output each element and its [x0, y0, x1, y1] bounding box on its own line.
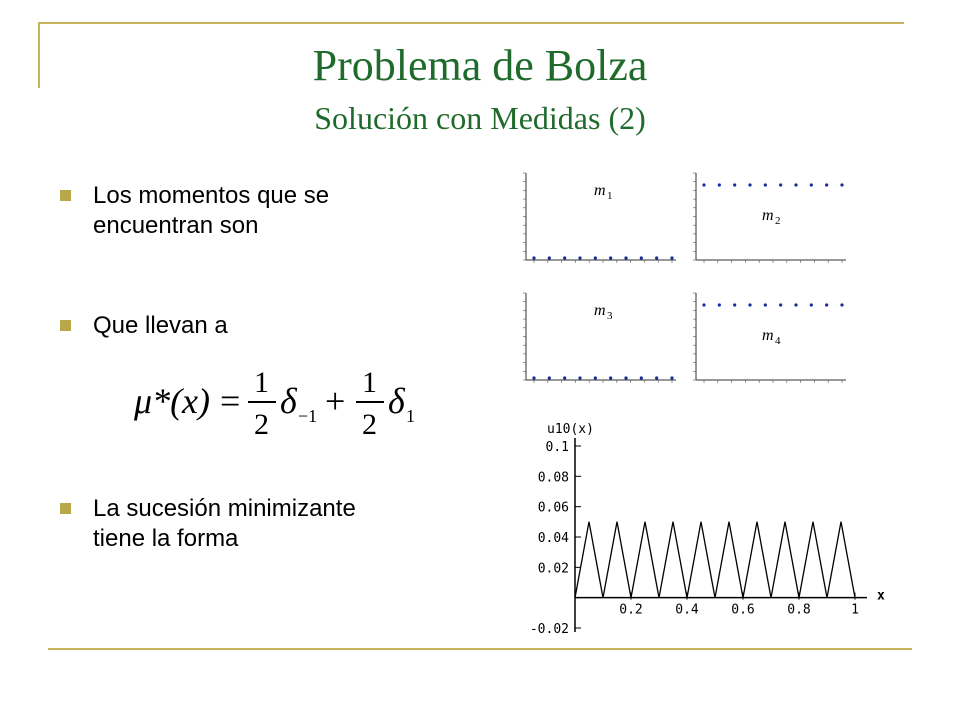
formula-frac2-num: 1	[362, 366, 377, 399]
frame-line-bottom	[48, 648, 912, 650]
moment-data-point	[794, 183, 797, 186]
chart-y-tick-label: 0.04	[537, 531, 569, 546]
moment-data-point	[563, 376, 566, 379]
moment-data-point	[825, 303, 828, 306]
moment-data-point	[840, 303, 843, 306]
moment-data-point	[640, 256, 643, 259]
formula-equals: =	[220, 381, 241, 421]
moment-data-point	[825, 183, 828, 186]
moment-data-point	[733, 303, 736, 306]
moment-label-index: 4	[775, 335, 781, 347]
moment-data-point	[670, 376, 673, 379]
moment-data-point	[733, 183, 736, 186]
bullet-text-line: Que llevan a	[93, 312, 228, 339]
moment-plot-m1	[512, 165, 682, 275]
bullet-square-icon	[60, 190, 71, 201]
moment-data-point	[718, 303, 721, 306]
moment-data-point	[779, 183, 782, 186]
measure-formula	[130, 360, 430, 450]
moment-label: m	[594, 182, 606, 199]
chart-y-tick-label: 0.08	[537, 470, 569, 486]
bullet-square-icon	[60, 320, 71, 331]
bullet-text-line: La sucesión minimizante	[93, 495, 356, 522]
moment-data-point	[624, 376, 627, 379]
moment-data-point	[702, 183, 705, 186]
moment-label-index: 3	[607, 310, 613, 322]
moment-data-point	[655, 256, 658, 259]
moment-data-point	[702, 303, 705, 306]
frame-line-top	[38, 22, 904, 24]
moment-plot-m4	[682, 285, 852, 395]
moment-data-point	[594, 376, 597, 379]
minimizing-sequence-chart	[512, 418, 892, 640]
moment-data-point	[764, 303, 767, 306]
moment-data-point	[640, 376, 643, 379]
chart-y-tick-label: 0.02	[537, 561, 569, 577]
moment-data-point	[810, 183, 813, 186]
moment-data-point	[794, 303, 797, 306]
formula-lhs: μ*(x)	[134, 381, 211, 421]
moment-data-point	[670, 256, 673, 259]
moment-label-index: 1	[607, 190, 613, 202]
moment-label: m	[762, 207, 774, 224]
formula-frac2-den: 2	[362, 408, 377, 441]
moment-label: m	[594, 302, 606, 319]
moment-data-point	[840, 183, 843, 186]
chart-title: u10(x)	[547, 422, 594, 437]
moment-data-point	[718, 183, 721, 186]
chart-x-tick-label: 0.8	[787, 602, 811, 618]
moment-data-point	[609, 256, 612, 259]
slide-subtitle: Solución con Medidas (2)	[314, 100, 646, 136]
moment-data-point	[532, 256, 535, 259]
chart-series-line	[575, 522, 855, 598]
moment-data-point	[532, 376, 535, 379]
chart-y-tick-label: 0.1	[545, 440, 569, 455]
moment-data-point	[748, 303, 751, 306]
chart-x-tick-label: 0.6	[731, 602, 755, 618]
moment-data-point	[578, 256, 581, 259]
moment-data-point	[764, 183, 767, 186]
bullet-text-line: tiene la forma	[93, 525, 239, 552]
moment-data-point	[548, 376, 551, 379]
chart-y-tick-label: -0.02	[529, 622, 569, 637]
chart-x-tick-label: 1	[851, 602, 859, 618]
moment-data-point	[578, 376, 581, 379]
chart-x-tick-label: 0.2	[619, 602, 643, 618]
moment-data-point	[594, 256, 597, 259]
formula-delta-2: δ	[388, 381, 405, 421]
moment-data-point	[563, 256, 566, 259]
formula-delta-1-sub: −1	[298, 406, 318, 426]
moment-plot-m2	[682, 165, 852, 275]
formula-delta-2-sub: 1	[406, 406, 415, 426]
formula-delta-1: δ	[280, 381, 297, 421]
chart-x-tick-label: 0.4	[675, 602, 699, 618]
moment-data-point	[748, 183, 751, 186]
moment-data-point	[779, 303, 782, 306]
chart-y-tick-label: 0.06	[537, 500, 569, 516]
chart-x-axis-label: x	[877, 588, 885, 604]
bullet-text-line: Los momentos que se	[93, 182, 330, 209]
moment-plot-m3	[512, 285, 682, 395]
formula-plus: +	[325, 381, 346, 421]
formula-frac1-den: 2	[254, 408, 269, 441]
bullet-square-icon	[60, 503, 71, 514]
formula-frac1-num: 1	[254, 366, 269, 399]
moment-data-point	[609, 376, 612, 379]
moment-label: m	[762, 327, 774, 344]
moment-data-point	[624, 256, 627, 259]
slide-title: Problema de Bolza	[312, 41, 648, 90]
bullet-text-line: encuentran son	[93, 212, 259, 239]
moment-data-point	[548, 256, 551, 259]
moment-label-index: 2	[775, 215, 781, 227]
moment-data-point	[810, 303, 813, 306]
moment-data-point	[655, 376, 658, 379]
